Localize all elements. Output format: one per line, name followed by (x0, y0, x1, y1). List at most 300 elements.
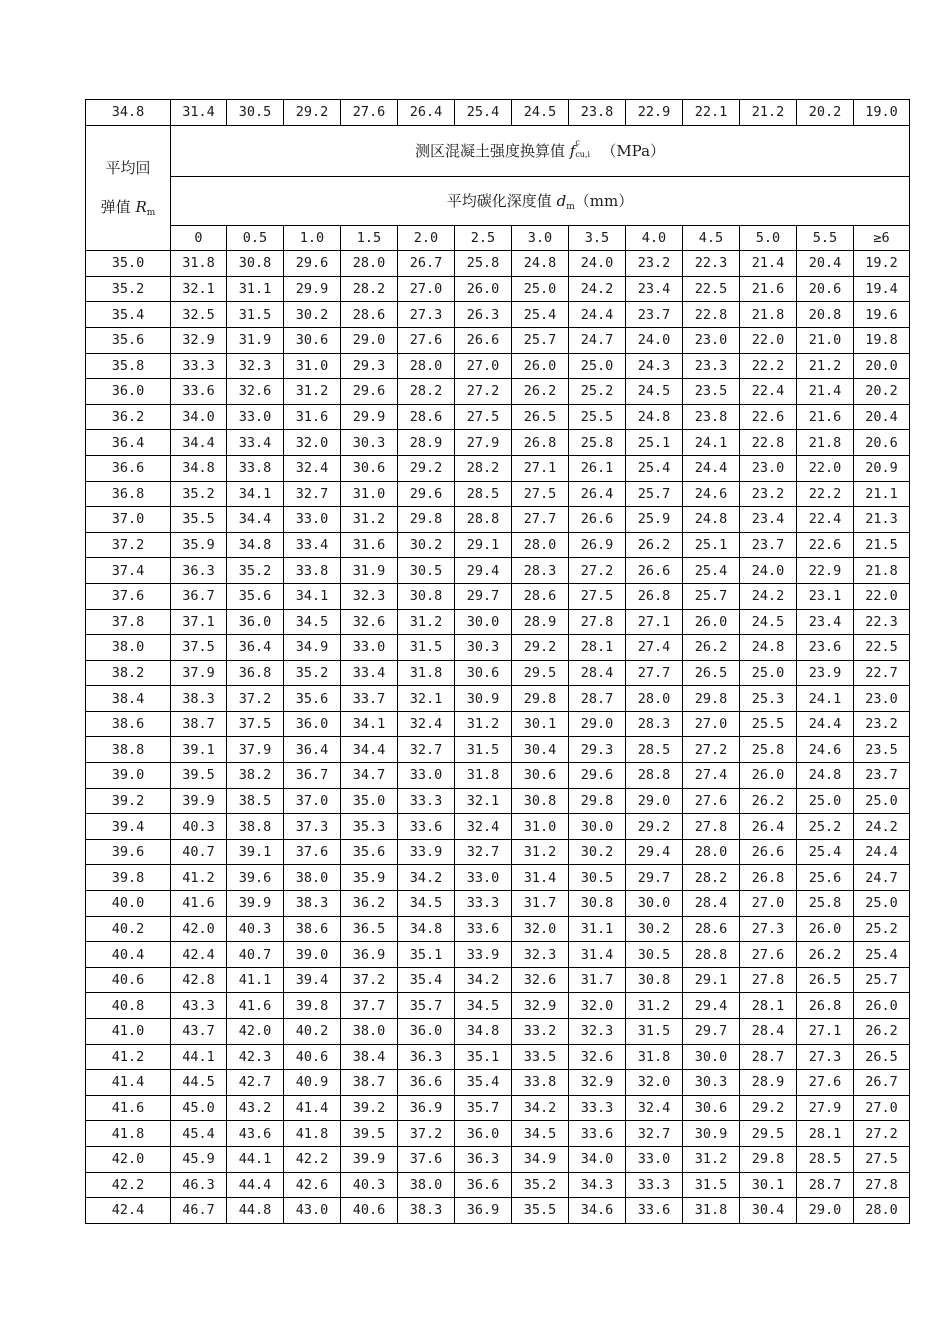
strength-value-cell: 20.2 (854, 379, 910, 405)
strength-value-cell: 33.7 (341, 686, 398, 712)
strength-value-cell: 34.4 (171, 430, 227, 456)
strength-value-cell: 22.2 (740, 353, 797, 379)
strength-value-cell: 24.4 (569, 302, 626, 328)
strength-value-cell: 37.6 (398, 1146, 455, 1172)
strength-value-cell: 27.2 (569, 558, 626, 584)
strength-value-cell: 30.5 (398, 558, 455, 584)
strength-value-cell: 27.2 (854, 1121, 910, 1147)
strength-value-cell: 30.4 (740, 1198, 797, 1224)
strength-value-cell: 35.3 (341, 814, 398, 840)
strength-value-cell: 39.1 (227, 839, 284, 865)
strength-value-cell: 30.2 (398, 532, 455, 558)
strength-value-cell: 43.0 (284, 1198, 341, 1224)
rebound-value-cell: 37.0 (86, 507, 171, 533)
strength-value-cell: 34.2 (512, 1095, 569, 1121)
strength-value-cell: 28.0 (341, 251, 398, 277)
strength-value-cell: 28.2 (683, 865, 740, 891)
strength-value-cell: 22.5 (854, 635, 910, 661)
strength-value-cell: 29.8 (512, 686, 569, 712)
strength-value-cell: 34.4 (227, 507, 284, 533)
strength-value-cell: 34.5 (398, 891, 455, 917)
strength-value-cell: 41.1 (227, 967, 284, 993)
strength-value-cell: 32.3 (569, 1019, 626, 1045)
strength-symbol: f c cu,i (569, 138, 591, 161)
strength-value-cell: 30.0 (569, 814, 626, 840)
strength-value-cell: 27.6 (398, 327, 455, 353)
strength-unit: （MPa） (601, 142, 666, 161)
strength-value-cell: 35.9 (341, 865, 398, 891)
strength-value-cell: 26.4 (398, 100, 455, 126)
strength-value-cell: 30.4 (512, 737, 569, 763)
strength-value-cell: 22.9 (797, 558, 854, 584)
strength-value-cell: 24.1 (797, 686, 854, 712)
strength-value-cell: 36.9 (398, 1095, 455, 1121)
table-row (86, 455, 910, 481)
strength-value-cell: 34.1 (341, 711, 398, 737)
table-row (86, 353, 910, 379)
rebound-value-cell: 35.4 (86, 302, 171, 328)
strength-value-cell: 22.7 (854, 660, 910, 686)
strength-value-cell: 26.5 (683, 660, 740, 686)
strength-value-cell: 26.4 (569, 481, 626, 507)
strength-value-cell: 30.0 (455, 609, 512, 635)
strength-value-cell: 24.4 (797, 711, 854, 737)
strength-value-cell: 26.3 (455, 302, 512, 328)
strength-value-cell: 23.3 (683, 353, 740, 379)
strength-value-cell: 29.4 (455, 558, 512, 584)
strength-value-cell: 28.0 (512, 532, 569, 558)
strength-value-cell: 25.8 (569, 430, 626, 456)
strength-value-cell: 38.7 (341, 1070, 398, 1096)
strength-value-cell: 32.0 (284, 430, 341, 456)
carbonation-depth-cell: 1.0 (284, 225, 341, 251)
strength-value-cell: 31.4 (171, 100, 227, 126)
strength-value-cell: 32.9 (512, 993, 569, 1019)
strength-value-cell: 27.0 (854, 1095, 910, 1121)
strength-value-cell: 27.2 (683, 737, 740, 763)
strength-value-cell: 23.9 (797, 660, 854, 686)
strength-value-cell: 34.0 (171, 404, 227, 430)
strength-value-cell: 29.0 (341, 327, 398, 353)
rebound-value-cell: 39.2 (86, 788, 171, 814)
strength-value-cell: 25.0 (569, 353, 626, 379)
strength-value-cell: 25.0 (854, 891, 910, 917)
strength-value-cell: 31.5 (398, 635, 455, 661)
strength-value-cell: 38.0 (341, 1019, 398, 1045)
strength-value-cell: 27.1 (797, 1019, 854, 1045)
strength-value-cell: 37.2 (398, 1121, 455, 1147)
strength-value-cell: 42.0 (227, 1019, 284, 1045)
strength-value-cell: 34.1 (227, 481, 284, 507)
strength-value-cell: 28.8 (626, 763, 683, 789)
rebound-value-cell: 37.6 (86, 583, 171, 609)
strength-value-cell: 23.8 (683, 404, 740, 430)
strength-value-cell: 26.2 (626, 532, 683, 558)
strength-value-cell: 33.0 (626, 1146, 683, 1172)
strength-value-cell: 29.9 (284, 276, 341, 302)
strength-value-cell: 27.4 (683, 763, 740, 789)
strength-value-cell: 27.7 (512, 507, 569, 533)
strength-value-cell: 44.5 (171, 1070, 227, 1096)
strength-value-cell: 29.4 (626, 839, 683, 865)
strength-value-cell: 34.5 (455, 993, 512, 1019)
strength-value-cell: 24.7 (854, 865, 910, 891)
strength-value-cell: 25.5 (740, 711, 797, 737)
strength-value-cell: 23.4 (740, 507, 797, 533)
strength-value-cell: 36.0 (284, 711, 341, 737)
strength-value-cell: 26.0 (512, 353, 569, 379)
table-row (86, 327, 910, 353)
strength-value-cell: 26.2 (512, 379, 569, 405)
strength-value-cell: 22.8 (740, 430, 797, 456)
strength-value-cell: 39.9 (341, 1146, 398, 1172)
strength-value-cell: 39.9 (227, 891, 284, 917)
strength-value-cell: 27.0 (683, 711, 740, 737)
rebound-value-cell: 41.8 (86, 1121, 171, 1147)
strength-value-cell: 33.9 (398, 839, 455, 865)
strength-value-cell: 43.3 (171, 993, 227, 1019)
strength-value-cell: 31.2 (455, 711, 512, 737)
strength-value-cell: 23.0 (854, 686, 910, 712)
strength-value-cell: 35.7 (455, 1095, 512, 1121)
strength-value-cell: 32.3 (512, 942, 569, 968)
strength-value-cell: 22.8 (683, 302, 740, 328)
strength-value-cell: 28.8 (683, 942, 740, 968)
strength-value-cell: 24.8 (683, 507, 740, 533)
strength-value-cell: 23.0 (740, 455, 797, 481)
strength-value-cell: 28.0 (626, 686, 683, 712)
strength-value-cell: 33.3 (626, 1172, 683, 1198)
rebound-value-cell: 35.0 (86, 251, 171, 277)
row-label-line1: 平均回 (105, 158, 151, 177)
strength-value-cell: 32.5 (171, 302, 227, 328)
carbonation-unit: （mm） (574, 191, 634, 210)
table-body (86, 100, 910, 1224)
strength-value-cell: 38.0 (398, 1172, 455, 1198)
table-row (86, 507, 910, 533)
table-row (86, 1019, 910, 1045)
strength-value-cell: 36.9 (455, 1198, 512, 1224)
strength-value-cell: 30.2 (626, 916, 683, 942)
strength-value-cell: 23.6 (797, 635, 854, 661)
table-row (86, 763, 910, 789)
strength-value-cell: 23.2 (740, 481, 797, 507)
strength-value-cell: 20.2 (797, 100, 854, 126)
strength-value-cell: 34.8 (398, 916, 455, 942)
strength-value-cell: 27.6 (740, 942, 797, 968)
strength-value-cell: 45.0 (171, 1095, 227, 1121)
strength-value-cell: 31.8 (626, 1044, 683, 1070)
strength-value-cell: 20.0 (854, 353, 910, 379)
strength-value-cell: 26.0 (455, 276, 512, 302)
strength-value-cell: 26.5 (512, 404, 569, 430)
strength-value-cell: 31.5 (455, 737, 512, 763)
strength-value-cell: 26.5 (797, 967, 854, 993)
strength-value-cell: 32.3 (227, 353, 284, 379)
strength-value-cell: 30.5 (227, 100, 284, 126)
rebound-value-cell: 41.0 (86, 1019, 171, 1045)
strength-value-cell: 37.9 (227, 737, 284, 763)
rebound-value-cell: 37.2 (86, 532, 171, 558)
strength-value-cell: 33.3 (171, 353, 227, 379)
rebound-value-cell: 38.8 (86, 737, 171, 763)
strength-value-cell: 38.5 (227, 788, 284, 814)
strength-value-cell: 41.8 (284, 1121, 341, 1147)
strength-value-cell: 28.9 (740, 1070, 797, 1096)
strength-value-cell: 36.6 (455, 1172, 512, 1198)
strength-value-cell: 32.0 (626, 1070, 683, 1096)
strength-value-cell: 25.0 (740, 660, 797, 686)
strength-value-cell: 26.6 (740, 839, 797, 865)
carbonation-depth-cell: 4.5 (683, 225, 740, 251)
strength-value-cell: 25.4 (854, 942, 910, 968)
carbonation-depth-cell: 3.5 (569, 225, 626, 251)
table-row (86, 1044, 910, 1070)
rebound-value-cell: 39.6 (86, 839, 171, 865)
strength-value-cell: 33.8 (284, 558, 341, 584)
strength-value-cell: 28.7 (740, 1044, 797, 1070)
strength-value-cell: 23.0 (683, 327, 740, 353)
strength-value-cell: 33.4 (284, 532, 341, 558)
strength-value-cell: 25.1 (626, 430, 683, 456)
rebound-value-cell: 36.2 (86, 404, 171, 430)
strength-value-cell: 37.3 (284, 814, 341, 840)
strength-value-cell: 27.3 (797, 1044, 854, 1070)
strength-value-cell: 38.2 (227, 763, 284, 789)
strength-value-cell: 36.3 (455, 1146, 512, 1172)
strength-value-cell: 22.6 (797, 532, 854, 558)
strength-value-cell: 36.2 (341, 891, 398, 917)
strength-value-cell: 28.9 (398, 430, 455, 456)
strength-value-cell: 29.5 (512, 660, 569, 686)
strength-value-cell: 44.4 (227, 1172, 284, 1198)
strength-value-cell: 39.5 (341, 1121, 398, 1147)
strength-value-cell: 22.5 (683, 276, 740, 302)
strength-value-cell: 29.8 (683, 686, 740, 712)
strength-value-cell: 35.2 (171, 481, 227, 507)
strength-value-cell: 25.0 (512, 276, 569, 302)
table-row (86, 686, 910, 712)
strength-value-cell: 26.8 (797, 993, 854, 1019)
strength-value-cell: 26.5 (854, 1044, 910, 1070)
strength-value-cell: 40.9 (284, 1070, 341, 1096)
strength-value-cell: 32.6 (512, 967, 569, 993)
strength-value-cell: 34.9 (512, 1146, 569, 1172)
strength-value-cell: 31.8 (398, 660, 455, 686)
strength-value-cell: 25.8 (455, 251, 512, 277)
strength-value-cell: 29.2 (626, 814, 683, 840)
rebound-value-cell: 35.2 (86, 276, 171, 302)
strength-value-cell: 39.9 (171, 788, 227, 814)
rebound-value-cell: 40.4 (86, 942, 171, 968)
strength-value-cell: 25.3 (740, 686, 797, 712)
strength-value-cell: 29.3 (569, 737, 626, 763)
strength-value-cell: 31.1 (227, 276, 284, 302)
table-row (86, 302, 910, 328)
strength-value-cell: 30.0 (683, 1044, 740, 1070)
strength-value-cell: 33.5 (512, 1044, 569, 1070)
strength-value-cell: 37.0 (284, 788, 341, 814)
strength-value-cell: 37.6 (284, 839, 341, 865)
strength-value-cell: 31.6 (284, 404, 341, 430)
strength-conversion-table (85, 99, 910, 1224)
strength-value-cell: 33.6 (569, 1121, 626, 1147)
strength-value-cell: 40.7 (227, 942, 284, 968)
strength-value-cell: 26.7 (854, 1070, 910, 1096)
strength-value-cell: 30.3 (341, 430, 398, 456)
rebound-value-cell: 36.4 (86, 430, 171, 456)
strength-value-cell: 29.6 (341, 379, 398, 405)
strength-value-cell: 34.8 (455, 1019, 512, 1045)
strength-value-cell: 34.7 (341, 763, 398, 789)
strength-value-cell: 39.4 (284, 967, 341, 993)
strength-value-cell: 30.6 (683, 1095, 740, 1121)
strength-value-cell: 28.8 (455, 507, 512, 533)
strength-value-cell: 29.5 (740, 1121, 797, 1147)
carbonation-depth-cell: 1.5 (341, 225, 398, 251)
strength-value-cell: 26.0 (740, 763, 797, 789)
strength-value-cell: 31.9 (341, 558, 398, 584)
strength-value-cell: 31.6 (341, 532, 398, 558)
strength-value-cell: 31.4 (512, 865, 569, 891)
strength-value-cell: 24.5 (512, 100, 569, 126)
rebound-value-cell: 39.8 (86, 865, 171, 891)
rebound-value-cell: 40.2 (86, 916, 171, 942)
strength-value-cell: 31.0 (284, 353, 341, 379)
strength-value-cell: 34.5 (284, 609, 341, 635)
strength-value-cell: 30.1 (512, 711, 569, 737)
strength-value-cell: 23.5 (683, 379, 740, 405)
strength-value-cell: 21.3 (854, 507, 910, 533)
strength-value-cell: 26.8 (626, 583, 683, 609)
strength-value-cell: 21.2 (740, 100, 797, 126)
strength-value-cell: 32.9 (569, 1070, 626, 1096)
table-row (86, 993, 910, 1019)
strength-value-cell: 32.0 (569, 993, 626, 1019)
strength-value-cell: 25.0 (854, 788, 910, 814)
strength-value-cell: 22.0 (740, 327, 797, 353)
strength-value-cell: 29.7 (683, 1019, 740, 1045)
table-row (86, 737, 910, 763)
table-row (86, 1070, 910, 1096)
strength-value-cell: 36.6 (398, 1070, 455, 1096)
strength-value-cell: 24.8 (797, 763, 854, 789)
strength-value-cell: 35.4 (455, 1070, 512, 1096)
rebound-value-cell: 34.8 (86, 100, 171, 126)
table-row (86, 839, 910, 865)
strength-value-cell: 24.8 (740, 635, 797, 661)
strength-value-cell: 28.0 (683, 839, 740, 865)
strength-value-cell: 35.6 (227, 583, 284, 609)
table-row (86, 481, 910, 507)
strength-value-cell: 28.0 (398, 353, 455, 379)
strength-value-cell: 25.2 (797, 814, 854, 840)
strength-value-cell: 28.6 (512, 583, 569, 609)
strength-value-cell: 33.0 (284, 507, 341, 533)
strength-value-cell: 31.5 (626, 1019, 683, 1045)
strength-value-cell: 36.4 (284, 737, 341, 763)
strength-value-cell: 30.2 (284, 302, 341, 328)
strength-value-cell: 33.0 (398, 763, 455, 789)
strength-value-cell: 31.0 (512, 814, 569, 840)
strength-value-cell: 34.3 (569, 1172, 626, 1198)
strength-value-cell: 28.6 (398, 404, 455, 430)
strength-value-cell: 31.7 (569, 967, 626, 993)
strength-value-cell: 31.5 (227, 302, 284, 328)
strength-value-cell: 44.8 (227, 1198, 284, 1224)
strength-value-cell: 28.1 (797, 1121, 854, 1147)
strength-value-cell: 28.1 (569, 635, 626, 661)
strength-value-cell: 26.2 (854, 1019, 910, 1045)
strength-value-cell: 25.2 (569, 379, 626, 405)
row-label-line2: 弹值 (100, 197, 131, 216)
strength-value-cell: 33.8 (512, 1070, 569, 1096)
strength-value-cell: 35.2 (512, 1172, 569, 1198)
strength-value-cell: 21.4 (797, 379, 854, 405)
strength-value-cell: 27.9 (455, 430, 512, 456)
strength-title: 测区混凝土强度换算值 (414, 142, 565, 161)
strength-value-cell: 20.4 (797, 251, 854, 277)
strength-value-cell: 26.2 (740, 788, 797, 814)
strength-value-cell: 29.8 (740, 1146, 797, 1172)
strength-value-cell: 25.7 (512, 327, 569, 353)
table-row (86, 1172, 910, 1198)
strength-value-cell: 30.9 (683, 1121, 740, 1147)
strength-value-cell: 22.1 (683, 100, 740, 126)
strength-value-cell: 30.0 (626, 891, 683, 917)
strength-value-cell: 22.0 (854, 583, 910, 609)
strength-value-cell: 36.7 (171, 583, 227, 609)
strength-value-cell: 23.7 (740, 532, 797, 558)
strength-header (171, 125, 910, 176)
strength-value-cell: 32.1 (171, 276, 227, 302)
table-row (86, 404, 910, 430)
strength-value-cell: 29.0 (626, 788, 683, 814)
strength-value-cell: 25.7 (683, 583, 740, 609)
strength-value-cell: 21.0 (797, 327, 854, 353)
strength-value-cell: 28.4 (683, 891, 740, 917)
strength-value-cell: 21.4 (740, 251, 797, 277)
strength-value-cell: 25.1 (683, 532, 740, 558)
strength-value-cell: 24.0 (569, 251, 626, 277)
strength-value-cell: 30.3 (683, 1070, 740, 1096)
carbonation-depth-cell: 2.5 (455, 225, 512, 251)
strength-value-cell: 45.9 (171, 1146, 227, 1172)
rebound-value-cell: 38.6 (86, 711, 171, 737)
strength-value-cell: 40.3 (171, 814, 227, 840)
strength-value-cell: 40.6 (341, 1198, 398, 1224)
strength-value-cell: 35.9 (171, 532, 227, 558)
strength-value-cell: 22.6 (740, 404, 797, 430)
strength-value-cell: 30.8 (227, 251, 284, 277)
strength-value-cell: 41.4 (284, 1095, 341, 1121)
strength-value-cell: 25.0 (797, 788, 854, 814)
table-row (86, 1095, 910, 1121)
strength-value-cell: 29.8 (398, 507, 455, 533)
strength-value-cell: 27.3 (740, 916, 797, 942)
table-row (86, 430, 910, 456)
strength-value-cell: 27.6 (683, 788, 740, 814)
carbonation-depth-cell: 2.0 (398, 225, 455, 251)
strength-value-cell: 27.8 (854, 1172, 910, 1198)
strength-value-cell: 24.0 (626, 327, 683, 353)
rebound-symbol: $R_m$ (135, 197, 156, 218)
strength-value-cell: 36.3 (171, 558, 227, 584)
carbonation-values-row (86, 225, 910, 251)
strength-value-cell: 25.5 (569, 404, 626, 430)
carbonation-header (171, 176, 910, 225)
table-row (86, 583, 910, 609)
